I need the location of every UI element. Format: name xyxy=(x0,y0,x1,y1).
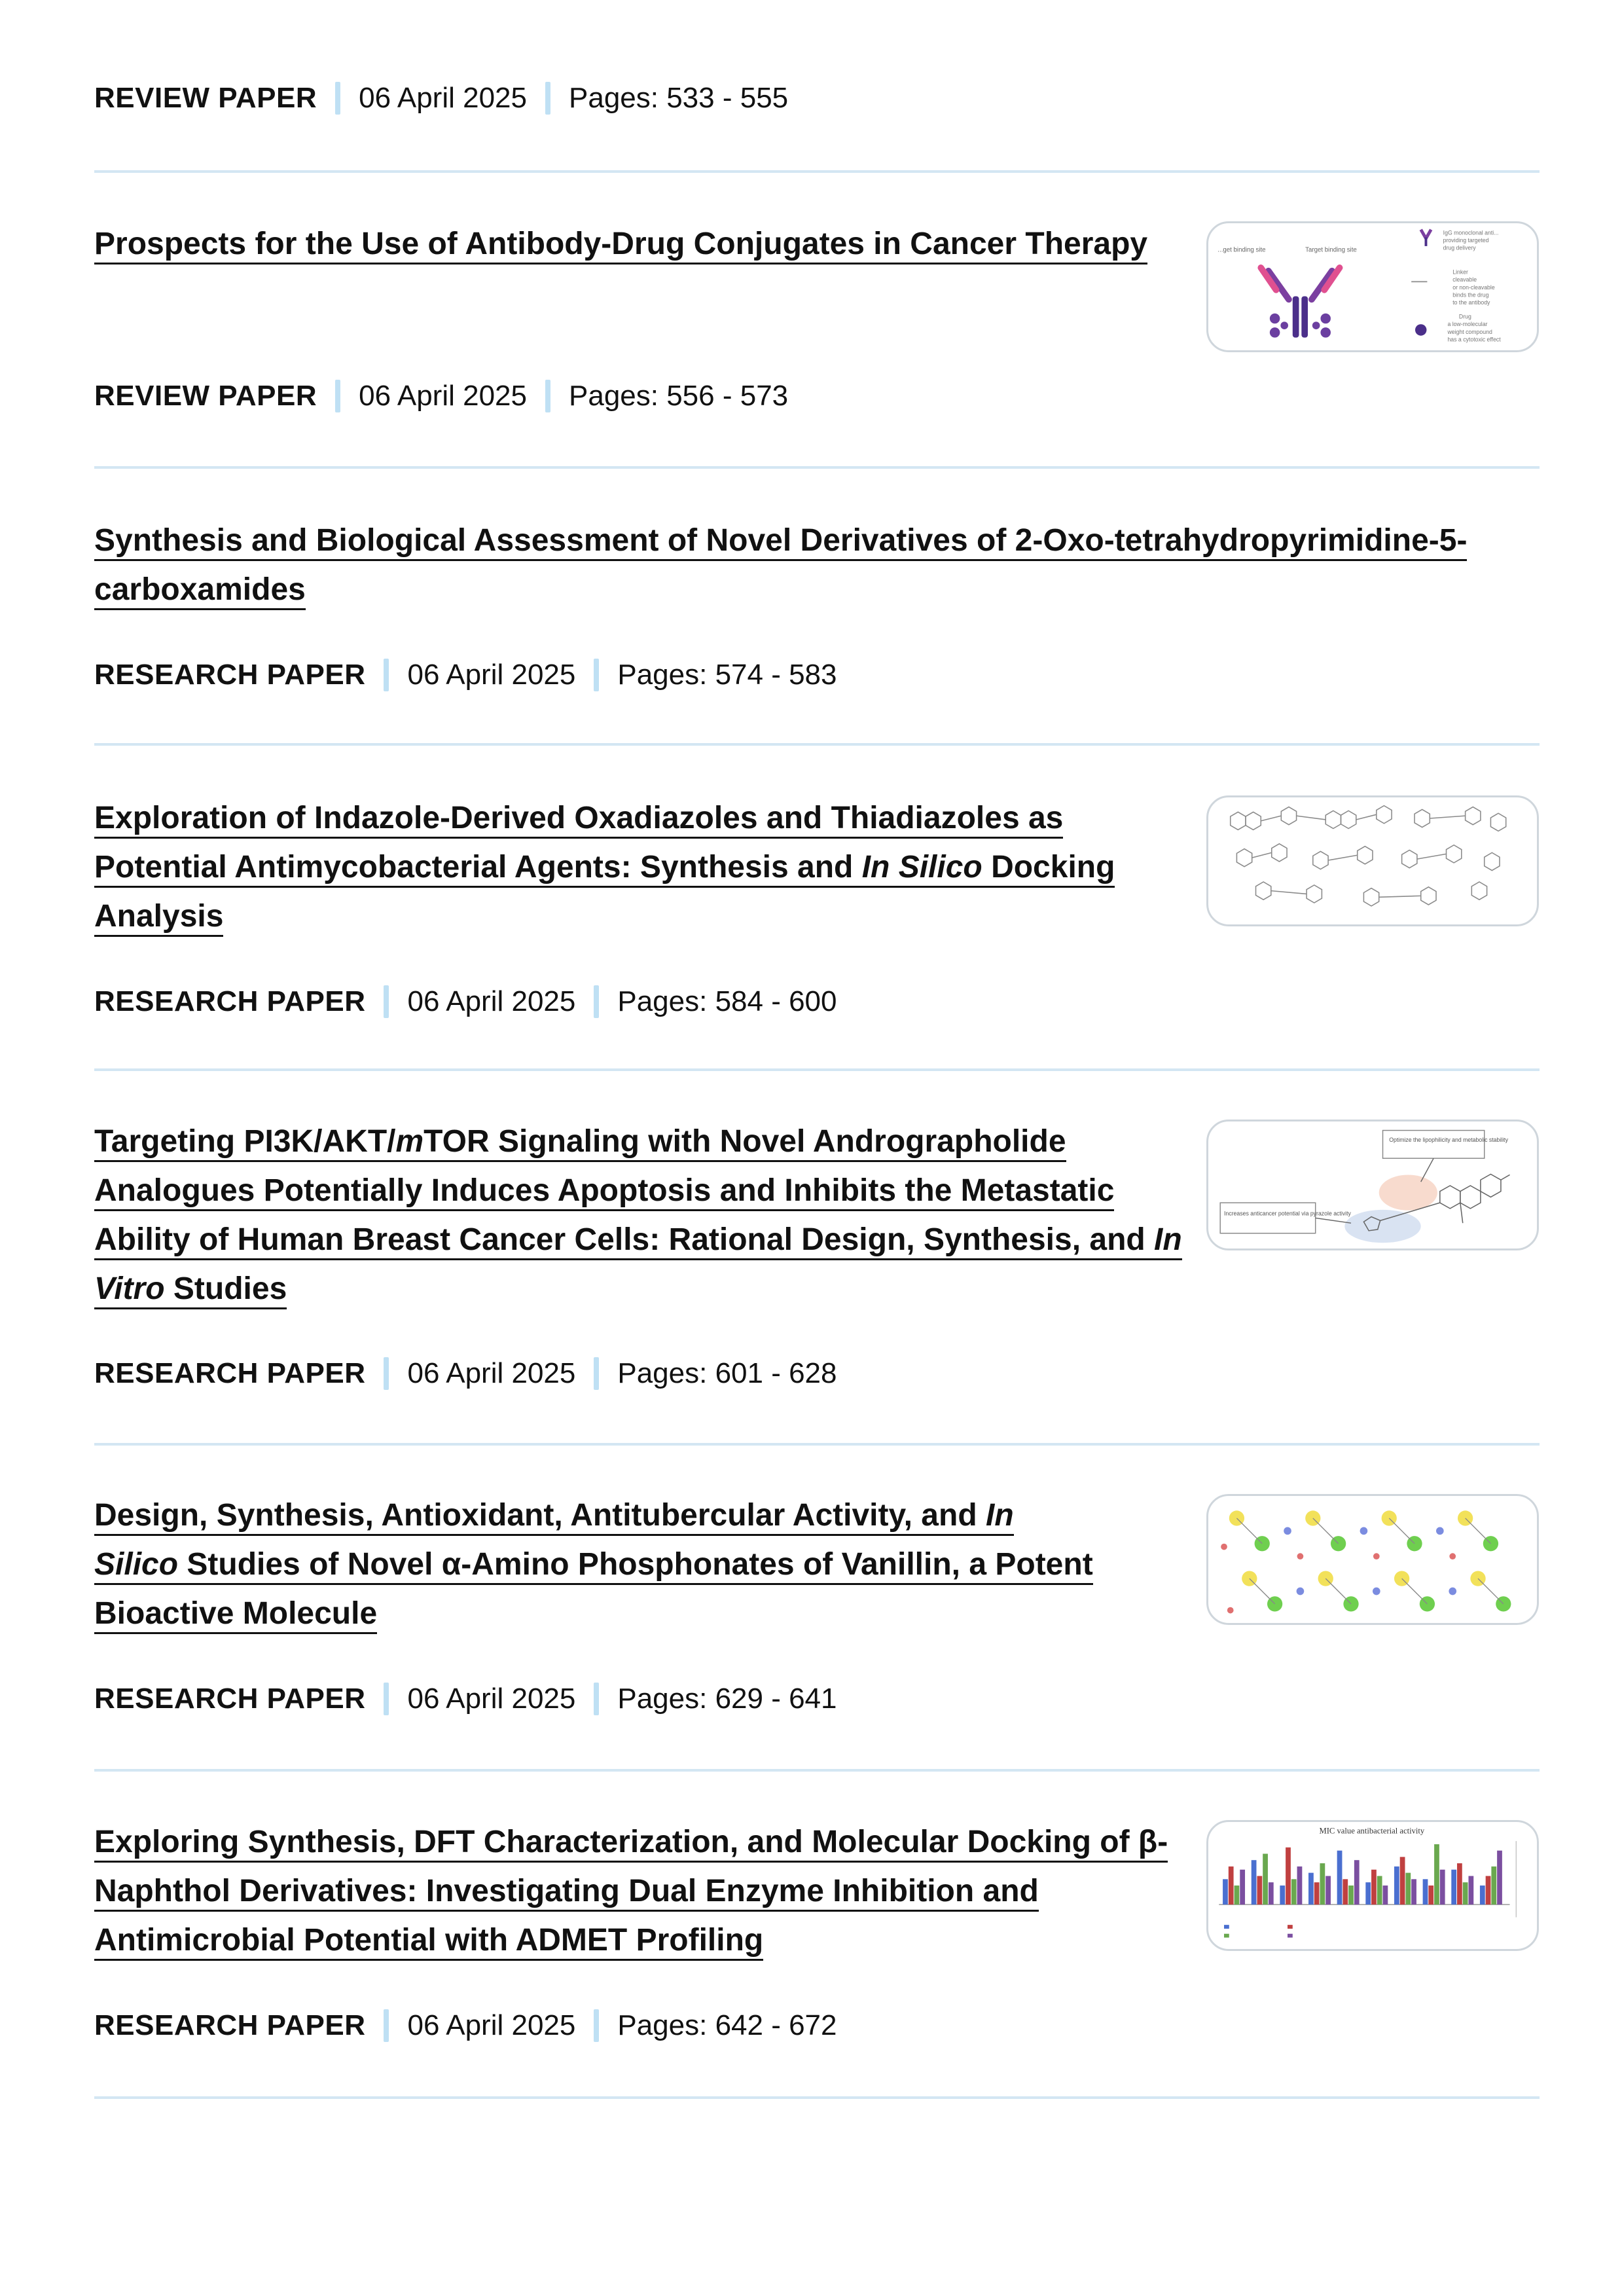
article-item xyxy=(94,80,1540,119)
article-title-link[interactable]: Targeting PI3K/AKT/mTOR Signaling with Novel Andrographolide Analogues Potentially Induces Apoptosis and Inhibits the Metastatic Ability of Human Breast Cancer Cells: Rational Design, Synthesis, and In Vitro Studies xyxy=(94,1117,1207,1313)
svg-text:has a cytotoxic effect: has a cytotoxic effect xyxy=(1447,336,1501,343)
thumbnail-bar xyxy=(1348,1886,1354,1904)
thumbnail-bar xyxy=(1451,1870,1456,1904)
article-meta xyxy=(94,80,788,117)
thumbnail-bar xyxy=(1440,1870,1445,1904)
article-pages: Pages: 574 - 583 xyxy=(617,659,837,691)
svg-text:Target binding site: Target binding site xyxy=(1305,246,1357,254)
meta-separator xyxy=(545,82,550,115)
article-date: 06 April 2025 xyxy=(407,659,576,691)
svg-text:a low-molecular: a low-molecular xyxy=(1447,321,1488,328)
thumbnail-bar xyxy=(1434,1844,1439,1904)
svg-text:Increases anticancer potential: Increases anticancer potential via pyrazole activity xyxy=(1224,1210,1351,1217)
molecule-design-icon xyxy=(1208,1121,1537,1248)
thumbnail-bar xyxy=(1405,1873,1411,1905)
article-date: 06 April 2025 xyxy=(407,985,576,1017)
article-type: REVIEW PAPER xyxy=(94,82,317,114)
thumbnail-bar xyxy=(1229,1867,1234,1904)
thumbnail-bar xyxy=(1269,1882,1274,1904)
meta-separator xyxy=(335,380,340,412)
article-pages: Pages: 556 - 573 xyxy=(569,380,789,412)
svg-text:...get binding site: ...get binding site xyxy=(1217,246,1266,254)
svg-text:Drug: Drug xyxy=(1458,313,1471,320)
article-pages: Pages: 629 - 641 xyxy=(617,1683,837,1715)
svg-text:cleavable: cleavable xyxy=(1452,276,1477,283)
thumbnail-bar xyxy=(1486,1876,1491,1904)
thumbnail-bar xyxy=(1343,1879,1348,1904)
article-pages: Pages: 584 - 600 xyxy=(617,985,837,1017)
thumbnail-bar xyxy=(1297,1867,1303,1904)
thumbnail-bar xyxy=(1314,1882,1320,1904)
thumbnail-bar xyxy=(1423,1879,1428,1904)
meta-separator xyxy=(594,985,599,1018)
meta-separator xyxy=(335,82,340,115)
thumbnail-bar xyxy=(1365,1882,1371,1904)
article-date: 06 April 2025 xyxy=(407,1683,576,1715)
svg-text:MIC value antibacterial activi: MIC value antibacterial activity xyxy=(1319,1826,1425,1836)
thumbnail-bar xyxy=(1240,1870,1245,1904)
thumbnail-bar xyxy=(1354,1860,1360,1904)
meta-separator xyxy=(384,985,389,1018)
svg-text:Linker: Linker xyxy=(1452,268,1468,276)
article-date: 06 April 2025 xyxy=(407,2009,576,2041)
thumbnail-bar xyxy=(1428,1886,1433,1904)
svg-text:weight compound: weight compound xyxy=(1447,328,1492,335)
antibody-drug-conjugate-figure[interactable] xyxy=(1206,221,1539,352)
divider xyxy=(94,170,1540,173)
thumbnail-bar xyxy=(1468,1876,1473,1904)
divider xyxy=(94,1769,1540,1772)
article-meta xyxy=(94,1681,837,1717)
andrographolide-design-figure[interactable] xyxy=(1206,1120,1539,1250)
svg-text:binds the drug: binds the drug xyxy=(1452,291,1489,299)
thumbnail-bar xyxy=(1497,1851,1502,1904)
svg-text:IgG monoclonal anti...: IgG monoclonal anti... xyxy=(1443,229,1499,236)
phosphonate-molecules-figure[interactable] xyxy=(1206,1494,1539,1625)
article-meta xyxy=(94,378,788,414)
thumbnail-bar xyxy=(1286,1848,1291,1904)
mic-bar-chart-figure[interactable] xyxy=(1206,1820,1539,1951)
article-item xyxy=(94,516,1540,712)
article-meta xyxy=(94,1355,837,1392)
article-meta xyxy=(94,2007,837,2044)
thumbnail-bar xyxy=(1320,1863,1325,1904)
divider xyxy=(94,1068,1540,1071)
meta-separator xyxy=(594,2009,599,2042)
phosphonate-molecules-icon xyxy=(1208,1496,1537,1623)
meta-separator xyxy=(384,659,389,691)
thumbnail-bar xyxy=(1325,1876,1331,1904)
divider xyxy=(94,743,1540,746)
chemical-structures-figure[interactable] xyxy=(1206,795,1539,926)
meta-separator xyxy=(594,1357,599,1390)
thumbnail-bar xyxy=(1463,1882,1468,1904)
article-title-link[interactable]: Synthesis and Biological Assessment of Novel Derivatives of 2-Oxo-tetrahydropyrimidine-5- carboxamides xyxy=(94,516,1541,614)
article-type: RESEARCH PAPER xyxy=(94,1683,366,1715)
thumbnail-bar xyxy=(1223,1879,1228,1904)
svg-text:to the antibody: to the antibody xyxy=(1452,299,1490,306)
meta-separator xyxy=(384,2009,389,2042)
article-meta xyxy=(94,983,837,1020)
thumbnail-bar xyxy=(1400,1857,1405,1904)
article-pages: Pages: 533 - 555 xyxy=(569,82,789,114)
article-type: RESEARCH PAPER xyxy=(94,659,366,691)
thumbnail-bar xyxy=(1308,1873,1314,1905)
bar-chart-icon xyxy=(1208,1822,1537,1949)
article-type: RESEARCH PAPER xyxy=(94,2009,366,2041)
article-pages: Pages: 601 - 628 xyxy=(617,1357,837,1389)
article-date: 06 April 2025 xyxy=(359,82,527,114)
svg-text:Optimize the lipophilicity and: Optimize the lipophilicity and metabolic stability xyxy=(1389,1137,1508,1144)
thumbnail-bar xyxy=(1235,1886,1240,1904)
meta-separator xyxy=(594,659,599,691)
thumbnail-bar xyxy=(1411,1879,1416,1904)
article-meta xyxy=(94,657,837,693)
thumbnail-bar xyxy=(1257,1876,1262,1904)
article-date: 06 April 2025 xyxy=(407,1357,576,1389)
thumbnail-bar xyxy=(1377,1876,1382,1904)
thumbnail-bar xyxy=(1280,1886,1285,1904)
thumbnail-bar xyxy=(1337,1851,1343,1904)
divider xyxy=(94,466,1540,469)
article-type: RESEARCH PAPER xyxy=(94,1357,366,1389)
svg-text:providing targeted: providing targeted xyxy=(1443,237,1489,244)
thumbnail-bar xyxy=(1480,1886,1485,1904)
thumbnail-bar xyxy=(1394,1867,1399,1904)
thumbnail-bar xyxy=(1371,1870,1377,1904)
thumbnail-bar xyxy=(1491,1867,1496,1904)
meta-separator xyxy=(384,1683,389,1715)
thumbnail-bar xyxy=(1263,1854,1268,1905)
meta-separator xyxy=(545,380,550,412)
article-type: RESEARCH PAPER xyxy=(94,985,366,1017)
article-title-link[interactable]: Prospects for the Use of Antibody-Drug Conjugates in Cancer Therapy xyxy=(94,219,1207,268)
meta-separator xyxy=(594,1683,599,1715)
thumbnail-bar xyxy=(1252,1860,1257,1904)
article-type: REVIEW PAPER xyxy=(94,380,317,412)
article-title-link[interactable]: Exploring Synthesis, DFT Characterization, and Molecular Docking of β- Naphthol Derivatives: Investigating Dual Enzyme Inhibition and Antimicrobial Potential with ADMET Profiling xyxy=(94,1817,1207,1965)
meta-separator xyxy=(384,1357,389,1390)
divider xyxy=(94,1443,1540,1446)
article-pages: Pages: 642 - 672 xyxy=(617,2009,837,2041)
article-title-link[interactable]: Exploration of Indazole-Derived Oxadiazoles and Thiadiazoles as Potential Antimycobacterial Agents: Synthesis and In Silico Docking Analysis xyxy=(94,793,1207,941)
thumbnail-bar xyxy=(1383,1886,1388,1904)
antibody-icon xyxy=(1208,223,1537,350)
thumbnail-bar xyxy=(1291,1879,1297,1904)
divider xyxy=(94,2096,1540,2099)
article-date: 06 April 2025 xyxy=(359,380,527,412)
thumbnail-bar xyxy=(1457,1863,1462,1904)
article-title-link[interactable]: Design, Synthesis, Antioxidant, Antitubercular Activity, and In Silico Studies of Novel α-Amino Phosphonates of Vanillin, a Potent Bioactive Molecule xyxy=(94,1491,1207,1638)
molecule-structures-icon xyxy=(1208,797,1537,924)
svg-text:or non-cleavable: or non-cleavable xyxy=(1452,283,1495,291)
svg-text:drug delivery: drug delivery xyxy=(1443,244,1476,251)
